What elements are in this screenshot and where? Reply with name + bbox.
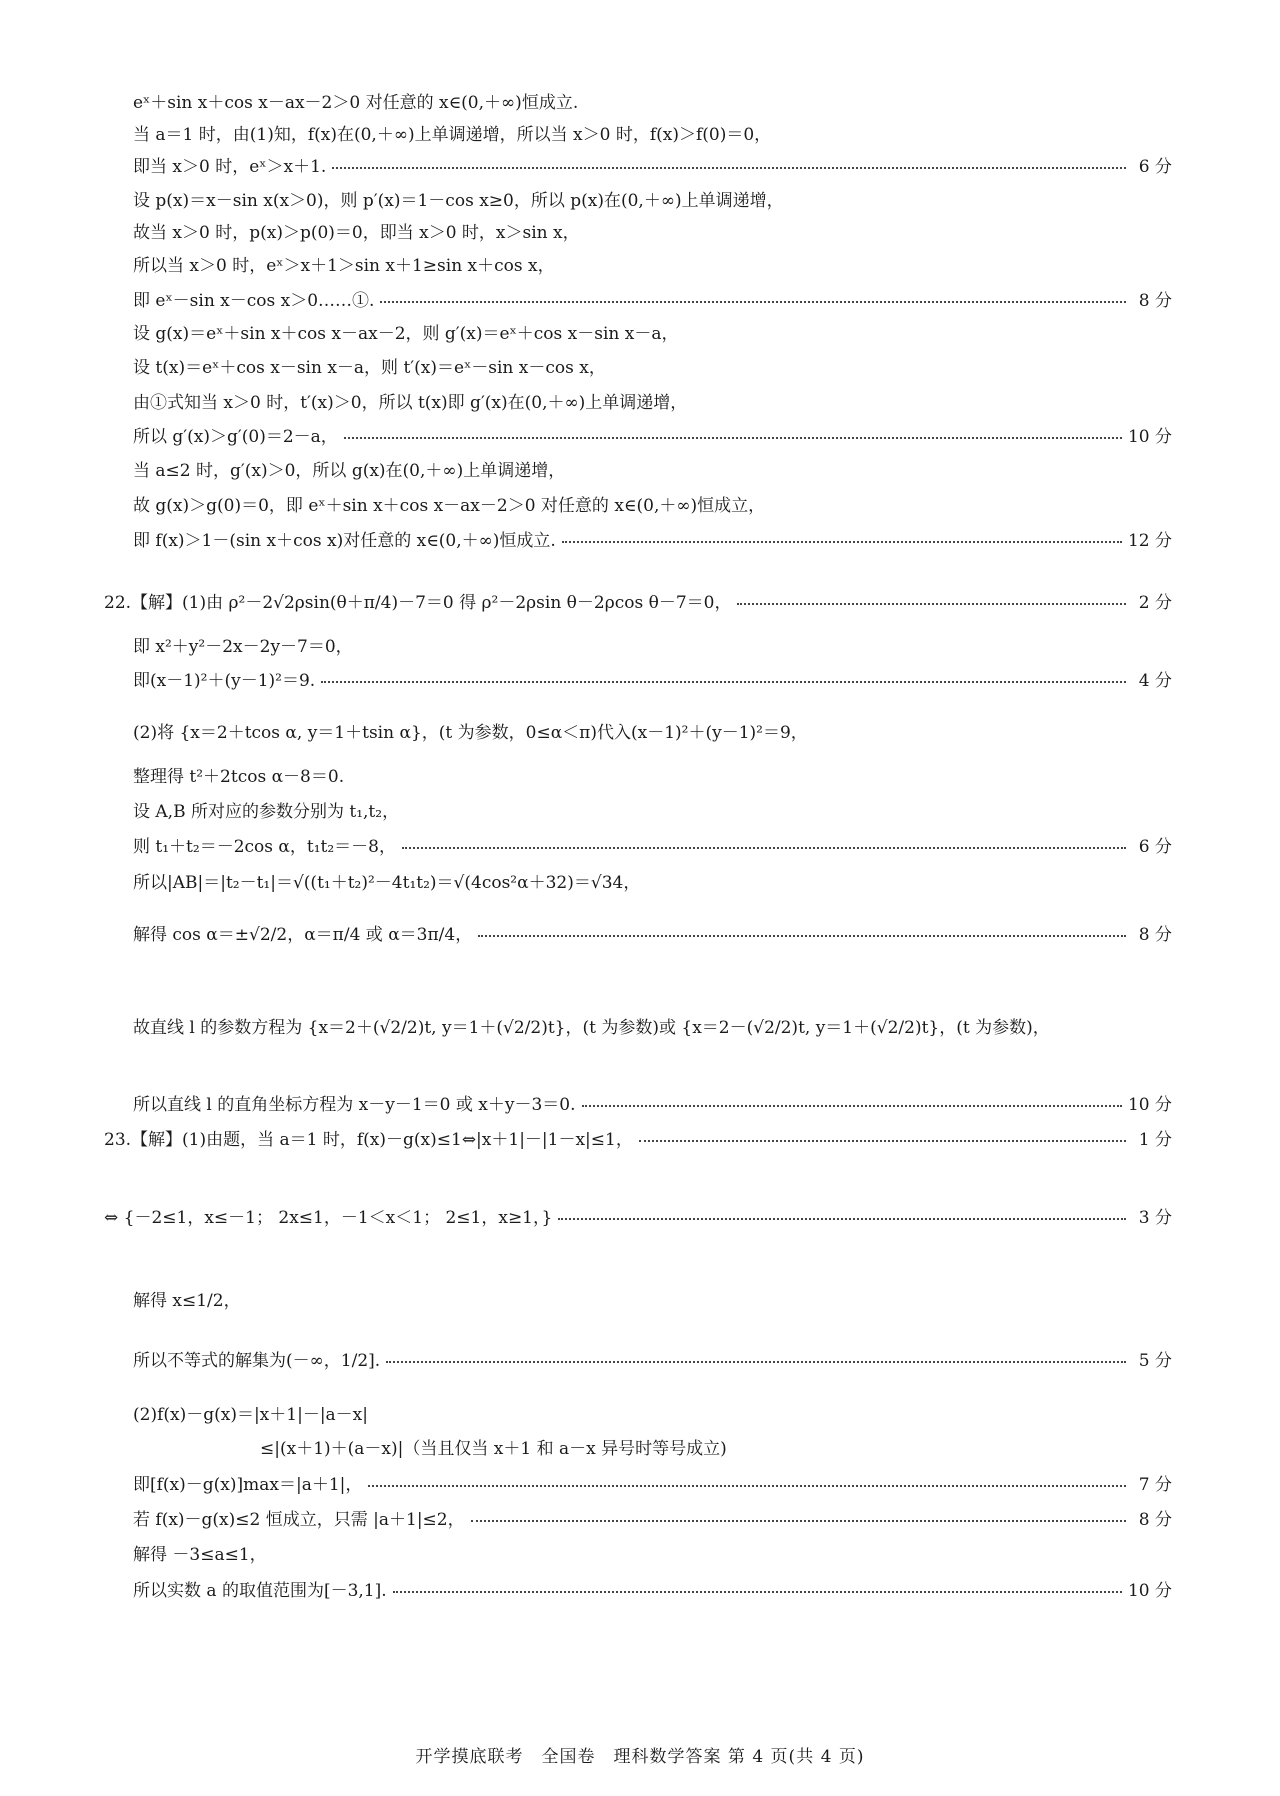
leader-dots xyxy=(368,1485,1126,1487)
text-line xyxy=(133,118,1172,146)
line-text: 则 t₁＋t₂＝－2cos α，t₁t₂＝－8， xyxy=(133,836,396,857)
score-label: 6 分 xyxy=(1138,836,1172,857)
text-line xyxy=(133,1538,1172,1566)
text-line xyxy=(133,708,1172,752)
line-text: 所以 g′(x)＞g′(0)＝2－a， xyxy=(133,426,338,447)
text-line xyxy=(104,1160,1172,1270)
text-line xyxy=(133,351,1172,379)
text-line xyxy=(133,524,1172,552)
line-text: 所以不等式的解集为(－∞，1/2]. xyxy=(133,1350,381,1371)
leader-dots xyxy=(639,1140,1126,1142)
text-line xyxy=(133,866,1172,894)
text-line xyxy=(133,489,1172,517)
leader-dots xyxy=(471,1520,1126,1522)
leader-dots xyxy=(558,1218,1126,1220)
line-text: 即 f(x)＞1－(sin x＋cos x)对任意的 x∈(0,＋∞)恒成立. xyxy=(133,530,556,551)
text-line xyxy=(133,420,1172,448)
text-line xyxy=(133,1503,1172,1531)
leader-dots xyxy=(737,603,1126,605)
text-line xyxy=(133,454,1172,482)
leader-dots xyxy=(386,1361,1126,1363)
line-text: 解得 x≤1/2， xyxy=(133,1290,241,1311)
text-line xyxy=(133,970,1172,1080)
line-text: ⇔ {－2≤1，x≤－1； 2x≤1，－1＜x＜1； 2≤1，x≥1，} xyxy=(104,1207,553,1228)
text-line xyxy=(133,795,1172,823)
score-label: 10 分 xyxy=(1127,1580,1172,1601)
line-text: 设 t(x)＝eˣ＋cos x－sin x－a，则 t′(x)＝eˣ－sin x－cos x， xyxy=(133,357,606,378)
score-label: 8 分 xyxy=(1138,924,1172,945)
line-text: 23.【解】(1)由题，当 a＝1 时，f(x)－g(x)≤1⇔|x＋1|－|1－x|≤1， xyxy=(104,1129,633,1150)
text-line xyxy=(133,910,1172,954)
text-line xyxy=(133,1468,1172,1496)
text-line xyxy=(133,249,1172,277)
text-line xyxy=(133,317,1172,345)
line-text: 设 p(x)＝x－sin x(x＞0)，则 p′(x)＝1－cos x≥0，所以 p(x)在(0,＋∞)上单调递增， xyxy=(133,190,784,211)
leader-dots xyxy=(582,1105,1122,1107)
line-text: (2)将 {x＝2＋tcos α, y＝1＋tsin α}，(t 为参数，0≤α＜π)代入(x－1)²＋(y－1)²＝9， xyxy=(133,722,808,743)
text-line xyxy=(133,150,1172,178)
line-text: 即当 x＞0 时，eˣ＞x＋1. xyxy=(133,156,327,177)
leader-dots xyxy=(332,167,1126,169)
text-line xyxy=(133,386,1172,414)
page-footer: 开学摸底联考 全国卷 理科数学答案 第 4 页(共 4 页) xyxy=(415,1747,865,1767)
text-line xyxy=(133,1276,1172,1320)
line-text: eˣ＋sin x＋cos x－ax－2＞0 对任意的 x∈(0,＋∞)恒成立. xyxy=(133,92,579,113)
line-text: 解得 －3≤a≤1， xyxy=(133,1544,267,1565)
line-text: 设 g(x)＝eˣ＋sin x＋cos x－ax－2，则 g′(x)＝eˣ＋cos x－sin x－a， xyxy=(133,323,679,344)
text-line xyxy=(133,664,1172,692)
score-label: 7 分 xyxy=(1138,1474,1172,1495)
line-text: 即 x²＋y²－2x－2y－7＝0， xyxy=(133,636,353,657)
line-text: 即[f(x)－g(x)]max＝|a＋1|， xyxy=(133,1474,363,1495)
line-text: 故当 x＞0 时，p(x)＞p(0)＝0，即当 x＞0 时，x＞sin x， xyxy=(133,222,580,243)
leader-dots xyxy=(562,541,1122,543)
score-label: 10 分 xyxy=(1127,1094,1172,1115)
score-label: 1 分 xyxy=(1138,1129,1172,1150)
score-label: 3 分 xyxy=(1138,1207,1172,1228)
leader-dots xyxy=(380,301,1126,303)
score-label: 6 分 xyxy=(1138,156,1172,177)
line-text: 故 g(x)＞g(0)＝0，即 eˣ＋sin x＋cos x－ax－2＞0 对任意的 x∈(0,＋∞)恒成立， xyxy=(133,495,766,516)
text-line xyxy=(133,1398,1172,1426)
text-line xyxy=(104,1123,1172,1151)
leader-dots xyxy=(321,681,1126,683)
score-label: 8 分 xyxy=(1138,1509,1172,1530)
text-line xyxy=(133,184,1172,212)
text-line xyxy=(133,1574,1172,1602)
line-text: 所以实数 a 的取值范围为[－3,1]. xyxy=(133,1580,387,1601)
line-text: 设 A,B 所对应的参数分别为 t₁,t₂， xyxy=(133,801,400,822)
line-text: 所以当 x＞0 时，eˣ＞x＋1＞sin x＋1≥sin x＋cos x， xyxy=(133,255,555,276)
leader-dots xyxy=(393,1591,1122,1593)
line-text: 所以|AB|＝|t₂－t₁|＝√((t₁＋t₂)²－4t₁t₂)＝√(4cos²α＋32)＝√34， xyxy=(133,872,641,893)
score-label: 5 分 xyxy=(1138,1350,1172,1371)
line-text: 22.【解】(1)由 ρ²－2√2ρsin(θ＋π/4)－7＝0 得 ρ²－2ρsin θ－2ρcos θ－7＝0， xyxy=(104,592,732,613)
line-text: 由①式知当 x＞0 时，t′(x)＞0，所以 t(x)即 g′(x)在(0,＋∞)上单调递增， xyxy=(133,392,688,413)
leader-dots xyxy=(402,847,1126,849)
line-text: 即 eˣ－sin x－cos x＞0……①. xyxy=(133,290,375,311)
text-line xyxy=(133,284,1172,312)
text-line xyxy=(133,1088,1172,1116)
leader-dots xyxy=(478,935,1126,937)
line-text: 所以直线 l 的直角坐标方程为 x－y－1＝0 或 x＋y－3＝0. xyxy=(133,1094,576,1115)
line-text: 当 a＝1 时，由(1)知，f(x)在(0,＋∞)上单调递增，所以当 x＞0 时，f(x)＞f(0)＝0， xyxy=(133,124,772,145)
text-line xyxy=(104,578,1172,622)
text-line xyxy=(133,830,1172,858)
text-line xyxy=(133,760,1172,788)
line-text: 故直线 l 的参数方程为 {x＝2＋(√2/2)t, y＝1＋(√2/2)t}，(t 为参数)或 {x＝2－(√2/2)t, y＝1＋(√2/2)t}，(t 为参数)， xyxy=(133,1017,1050,1038)
line-text: 若 f(x)－g(x)≤2 恒成立，只需 |a＋1|≤2， xyxy=(133,1509,465,1530)
score-label: 8 分 xyxy=(1138,290,1172,311)
text-line xyxy=(260,1432,1172,1460)
text-line xyxy=(133,86,1172,114)
score-label: 2 分 xyxy=(1138,592,1172,613)
score-label: 4 分 xyxy=(1138,670,1172,691)
leader-dots xyxy=(344,437,1122,439)
line-text: 当 a≤2 时，g′(x)＞0，所以 g(x)在(0,＋∞)上单调递增， xyxy=(133,460,566,481)
line-text: (2)f(x)－g(x)＝|x＋1|－|a－x| xyxy=(133,1404,368,1425)
score-label: 10 分 xyxy=(1127,426,1172,447)
text-line xyxy=(133,630,1172,658)
line-text: 即(x－1)²＋(y－1)²＝9. xyxy=(133,670,316,691)
text-line xyxy=(133,216,1172,244)
line-text: ≤|(x＋1)＋(a－x)|（当且仅当 x＋1 和 a－x 异号时等号成立) xyxy=(260,1438,727,1459)
score-label: 12 分 xyxy=(1127,530,1172,551)
line-text: 解得 cos α＝±√2/2，α＝π/4 或 α＝3π/4， xyxy=(133,924,473,945)
line-text: 整理得 t²＋2tcos α－8＝0. xyxy=(133,766,345,787)
text-line xyxy=(133,1336,1172,1380)
